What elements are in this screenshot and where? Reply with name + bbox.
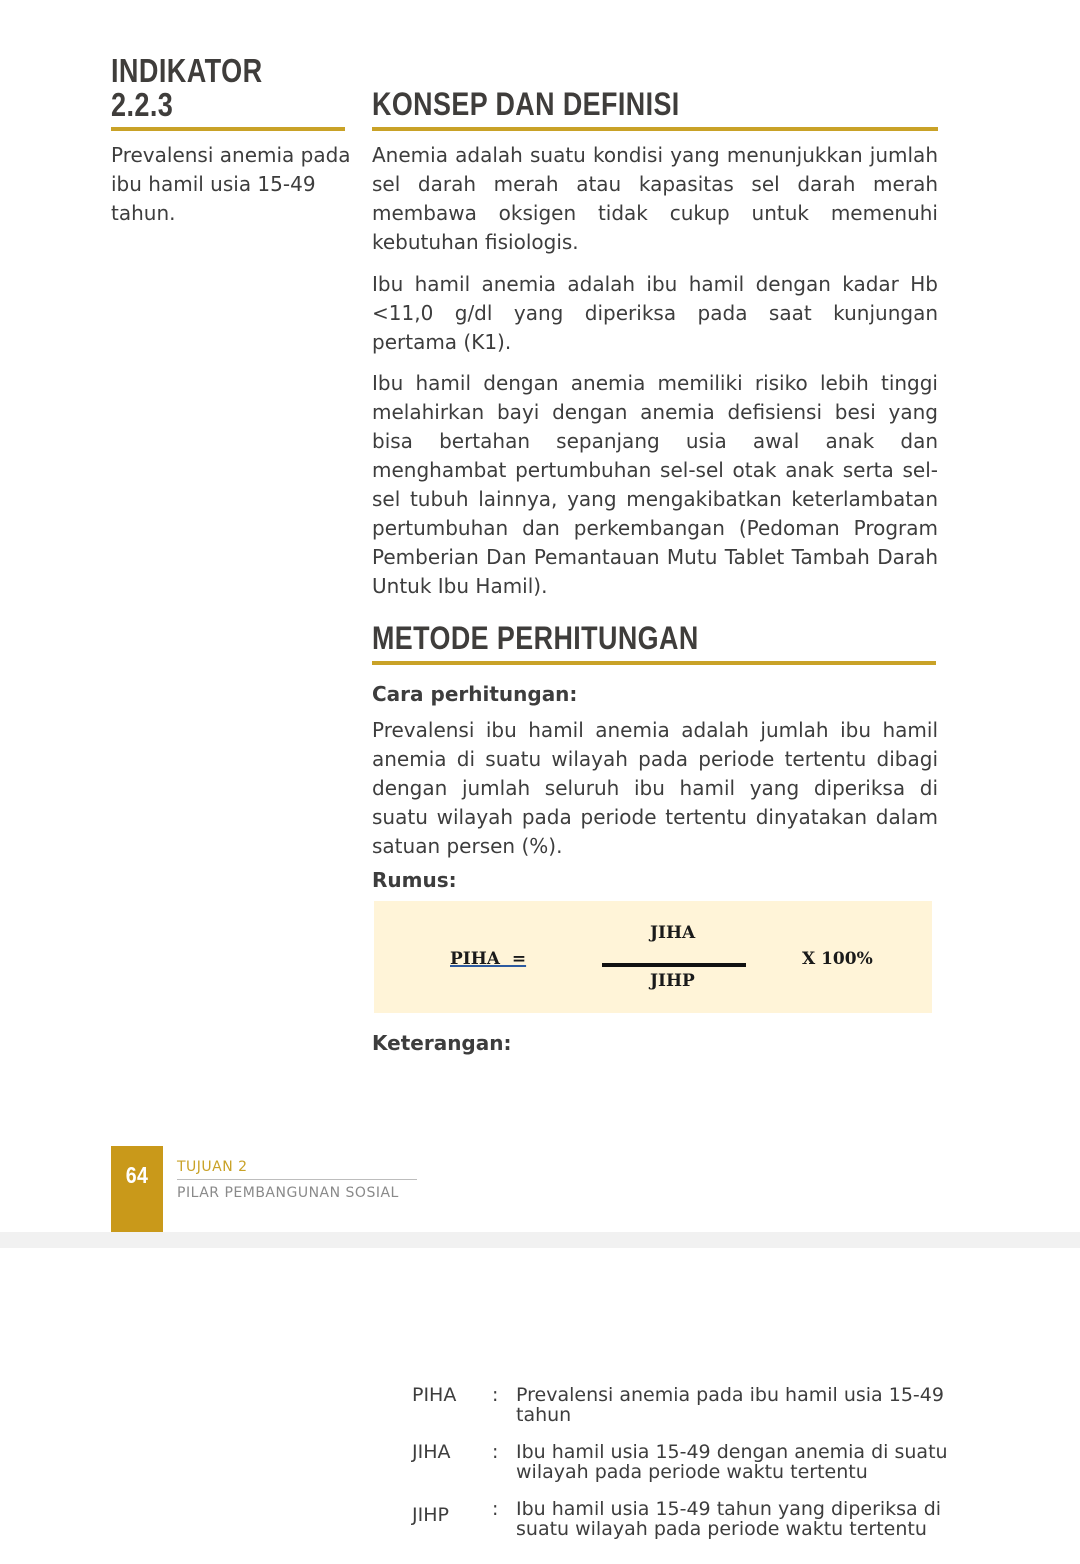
formula-box xyxy=(374,901,932,1013)
indicator-description: Prevalensi anemia pada ibu hamil usia 15-49 tahun. xyxy=(111,143,351,225)
section-divider-konsep xyxy=(372,127,938,131)
left-divider xyxy=(111,127,345,131)
indicator-number: 2.2.3 xyxy=(111,86,174,123)
footer-tujuan: TUJUAN 2 xyxy=(177,1159,248,1175)
section-divider-metode xyxy=(372,661,936,665)
formula-lhs: PIHA = xyxy=(450,949,527,969)
page-number-box xyxy=(111,1146,163,1232)
paragraph-konsep-3: Ibu hamil dengan anemia memiliki risiko lebih tinggi melahirkan bayi dengan anemia defisiensi besi yang bisa bertahan sepanjang usia awal anak dan menghambat pertumbuhan sel-sel otak anak serta sel-sel tubuh lainnya, yang mengakibatkan keterlambatan pertumbuhan dan perkembangan (Pedoman Program Pemberian Dan Pemantauan Mutu Tablet Tambah Darah Untuk Ibu Hamil). xyxy=(372,371,938,598)
legend-colon: : xyxy=(492,1441,499,1463)
page-gap xyxy=(0,1232,1080,1248)
legend-colon: : xyxy=(492,1498,499,1520)
paragraph-konsep-1: Anemia adalah suatu kondisi yang menunjukkan jumlah sel darah merah atau kapasitas sel darah merah membawa oksigen tidak cukup untuk memenuhi kebutuhan fisiologis. xyxy=(372,143,938,254)
footer-pilar: PILAR PEMBANGUNAN SOSIAL xyxy=(177,1185,399,1201)
keterangan-label: Keterangan: xyxy=(372,1031,512,1055)
paragraph-konsep-2: Ibu hamil anemia adalah ibu hamil dengan kadar Hb <11,0 g/dl yang diperiksa pada saat kunjungan pertama (K1). xyxy=(372,272,938,354)
formula-numerator: JIHA xyxy=(650,923,696,943)
legend-colon: : xyxy=(492,1384,499,1406)
page-number: 64 xyxy=(125,1162,149,1188)
legend-term: JIHA xyxy=(412,1441,451,1463)
section-title-metode: METODE PERHITUNGAN xyxy=(372,620,699,656)
cara-paragraph: Prevalensi ibu hamil anemia adalah jumlah ibu hamil anemia di suatu wilayah pada periode tertentu dibagi dengan jumlah seluruh ibu hamil yang diperiksa di suatu wilayah pada periode tertentu dinyatakan dalam satuan persen (%). xyxy=(372,718,938,858)
legend-definition: Prevalensi anemia pada ibu hamil usia 15-49 tahun xyxy=(516,1384,944,1426)
formula-multiplier: X 100% xyxy=(802,949,873,969)
rumus-label: Rumus: xyxy=(372,868,457,892)
legend-term: PIHA xyxy=(412,1384,457,1406)
indicator-title xyxy=(111,54,263,122)
indicator-label: INDIKATOR xyxy=(111,52,263,89)
legend-definition: Ibu hamil usia 15-49 dengan anemia di suatu wilayah pada periode waktu tertentu xyxy=(516,1441,948,1483)
formula-fraction-bar xyxy=(602,963,746,967)
legend-term: JIHP xyxy=(412,1504,449,1526)
cara-label: Cara perhitungan: xyxy=(372,682,578,706)
formula-denominator: JIHP xyxy=(650,971,695,991)
footer-divider xyxy=(177,1179,417,1180)
legend-definition: Ibu hamil usia 15-49 tahun yang diperiksa di suatu wilayah pada periode waktu tertentu xyxy=(516,1498,942,1540)
section-title-konsep: KONSEP DAN DEFINISI xyxy=(372,86,680,122)
